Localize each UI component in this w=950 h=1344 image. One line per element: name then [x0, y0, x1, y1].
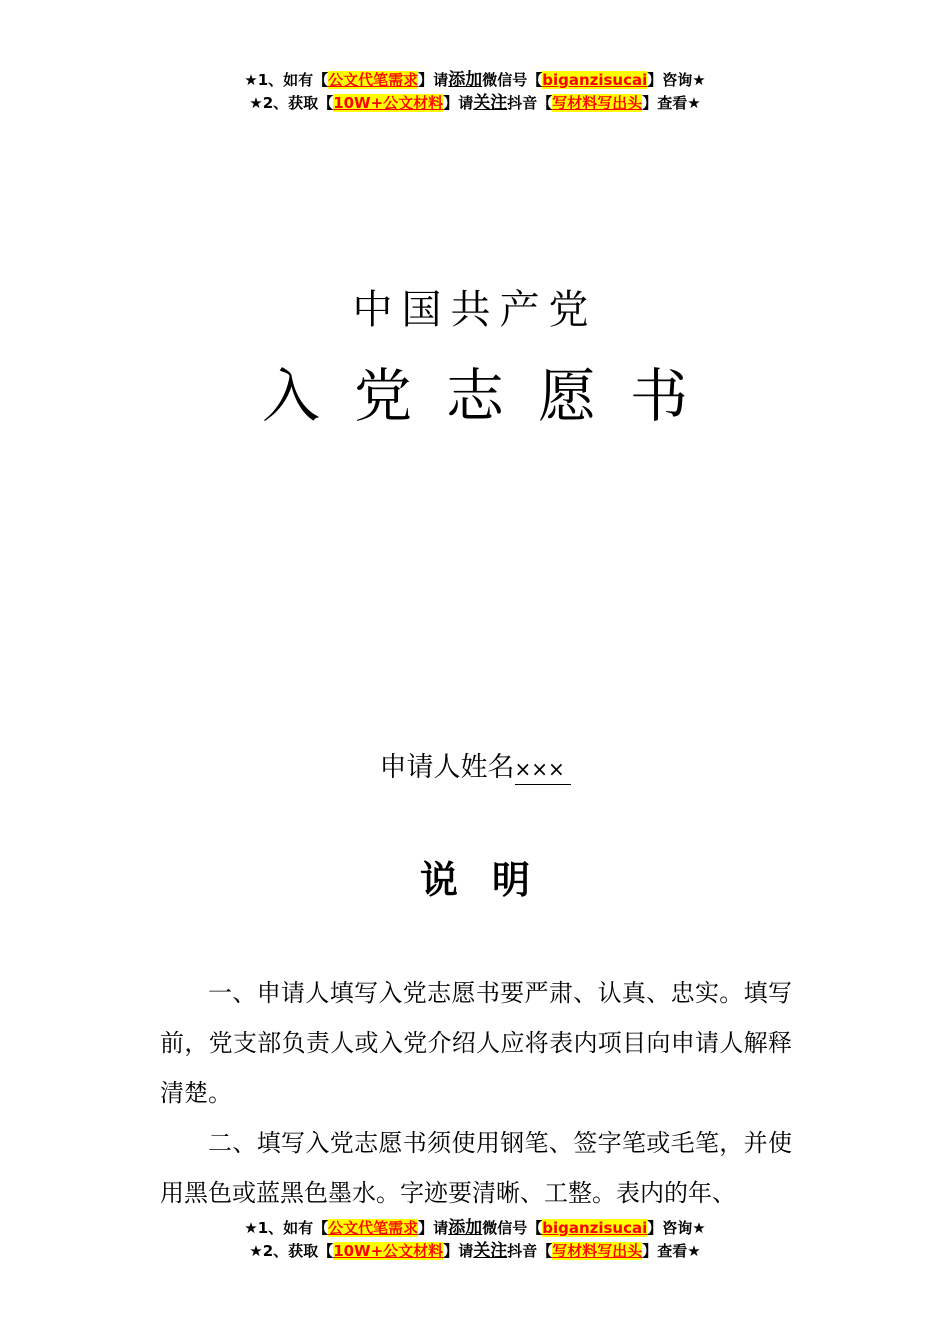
document-title: 入党志愿书	[261, 362, 722, 430]
instruction-paragraph: 二、填写入党志愿书须使用钢笔、签字笔或毛笔，并使用黑色或蓝黑色墨水。字迹要清晰、工整。表内的年、	[160, 1129, 792, 1207]
wechat-id: biganzisucai	[542, 1219, 648, 1237]
promo-highlight: 公文代笔需求	[328, 1219, 419, 1237]
promo-line-1: ★1、如有【公文代笔需求】请添加微信号【biganzisucai】咨询★	[244, 1218, 706, 1238]
applicant-name-label: 申请人姓名	[379, 752, 515, 783]
footer-promo-banner	[0, 1217, 950, 1263]
instruction-paragraph: 一、申请人填写入党志愿书要严肃、认真、忠实。填写前，党支部负责人或入党介绍人应将表内项目向申请人解释清楚。	[160, 979, 792, 1107]
promo-highlight: 10W+公文材料	[333, 1242, 444, 1260]
promo-highlight: 10W+公文材料	[333, 94, 444, 112]
promo-line-2: ★2、获取【10W+公文材料】请关注抖音【写材料写出头】查看★	[249, 93, 701, 113]
promo-line-2: ★2、获取【10W+公文材料】请关注抖音【写材料写出头】查看★	[249, 1241, 701, 1261]
promo-highlight: 公文代笔需求	[328, 71, 419, 89]
applicant-name-line	[0, 748, 950, 788]
wechat-id: biganzisucai	[542, 71, 648, 89]
promo-line-1: ★1、如有【公文代笔需求】请添加微信号【biganzisucai】咨询★	[244, 70, 706, 90]
document-subtitle: 中国共产党	[352, 287, 598, 333]
header-promo-banner	[0, 69, 950, 115]
section-title: 说明	[419, 858, 564, 902]
applicant-name-value: ×××	[515, 754, 571, 785]
douyin-account: 写材料写出头	[552, 1242, 643, 1260]
instructions-body	[160, 968, 792, 1218]
douyin-account: 写材料写出头	[552, 94, 643, 112]
